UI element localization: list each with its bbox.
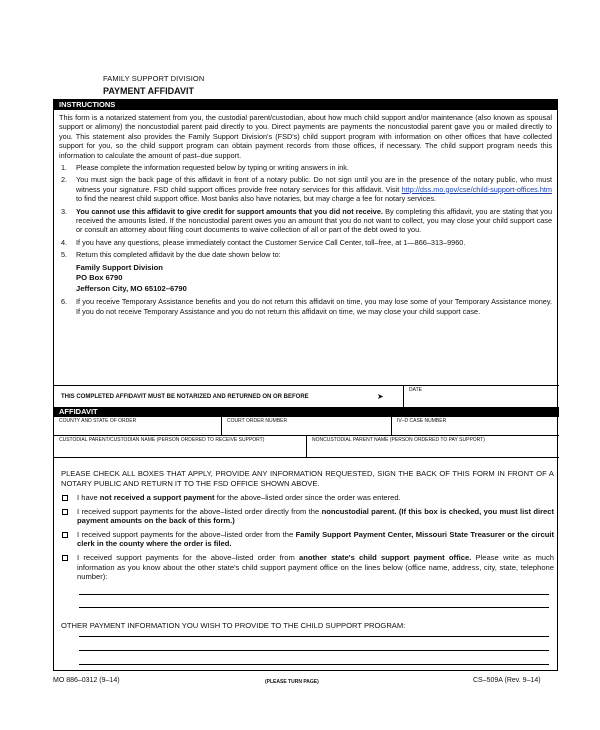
revision-number: CS–509A (Rev. 9–14) [473, 677, 541, 684]
date-field[interactable] [403, 386, 559, 408]
instructions-heading: INSTRUCTIONS [54, 100, 557, 110]
other-info-label: OTHER PAYMENT INFORMATION YOU WISH TO PROVIDE TO THE CHILD SUPPORT PROGRAM: [61, 621, 406, 630]
arrow-right-icon: ➤ [377, 392, 384, 401]
checkbox-payment-center[interactable] [62, 532, 68, 538]
order-info-row [54, 417, 559, 436]
instruction-step: 4. If you have any questions, please immediately contact the Customer Service Call Center, toll–free, at 1—866–313–9960. [61, 237, 466, 247]
parent-names-row [54, 436, 559, 458]
ivd-case-number-field[interactable]: IV–D CASE NUMBER [391, 417, 559, 435]
checkbox-item: I received support payments for the above–listed order from the Family Support Payment Center, Missouri State Treasurer or the circuit clerk in the county where the order is filed. [61, 530, 554, 549]
checkbox-not-received[interactable] [62, 495, 68, 501]
checkbox-item: I have not received a support payment for the above–listed order since the order was entered. [61, 493, 554, 503]
checkbox-item: I received support payments for the above–listed order directly from the noncustodial parent. (If this box is checked, you must list direct payment amounts on the back of this form.) [61, 507, 554, 526]
county-state-field[interactable]: COUNTY AND STATE OF ORDER [59, 418, 137, 424]
instruction-steps [54, 163, 557, 260]
division-heading: FAMILY SUPPORT DIVISION [103, 74, 205, 83]
checkbox-other-state[interactable] [62, 555, 68, 561]
checkbox-item: I received support payments for the above–listed order from another state's child support payment office. Please write as much information as you know about the other state's child support payment office on the lines below (office name, address, city, state, telephone number): [61, 553, 554, 582]
other-state-info-line[interactable] [79, 607, 549, 608]
instruction-step: 1. Please complete the information requested below by typing or writing answers in ink. [61, 163, 349, 173]
checkbox-instructions: PLEASE CHECK ALL BOXES THAT APPLY, PROVIDE ANY INFORMATION REQUESTED, SIGN THE BACK OF THIS FORM IN FRONT OF A NOTARY PUBLIC AND RETURN IT TO THE FSD OFFICE SHOWN ABOVE. [61, 469, 554, 488]
instruction-step: 3. You cannot use this affidavit to give credit for support amounts that you did not receive. By completing this affidavit, you are stating that you received the amounts listed. If the noncustodial parent owes you an amount that you do not want to collect, you may close your child support case or consult an attorney about filing court documents to waive collection of all or part of the debt owed to you. [61, 206, 552, 235]
court-order-number-field[interactable]: COURT ORDER NUMBER [221, 417, 391, 435]
custodial-parent-name-field[interactable]: CUSTODIAL PARENT/CUSTODIAN NAME (PERSON ORDERED TO RECEIVE SUPPORT) [59, 437, 265, 443]
return-address: Family Support Division PO Box 6790 Jefferson City, MO 65102–6790 [76, 262, 187, 293]
other-info-line[interactable] [79, 650, 549, 651]
other-info-line[interactable] [79, 636, 549, 637]
notarization-deadline-row [54, 385, 559, 407]
other-info-line[interactable] [79, 664, 549, 665]
notarize-label: THIS COMPLETED AFFIDAVIT MUST BE NOTARIZED AND RETURNED ON OR BEFORE [61, 394, 309, 400]
other-state-info-line[interactable] [79, 594, 549, 595]
form-frame [53, 99, 558, 671]
turn-page-note: (PLEASE TURN PAGE) [265, 679, 319, 685]
instructions-intro: This form is a notarized statement from you, the custodial parent/custodian, about how much child support and/or maintenance (also known as spousal support or alimony) the noncustodial parent paid directly to you. Direct payments are payments the noncustodial parent gave you or mailed directly to you. This statement also provides the Family Support Division's (FSD's) child support program with information on other offices that have collected support for you, so the child support program can obtain payment records from those offices, if necessary. The child support program needs this information to calculate the amount of past–due support. [59, 113, 552, 160]
instruction-step: 2. You must sign the back page of this affidavit in front of a notary public. Do not sign until you are in the presence of the notary public, who must witness your signature. FSD child support offices provide free notary services for this affidavit. Visit http://dss.mo.gov/cse/child-support-offices.htm to find the nearest child support office. Most banks also have notaries, but may charge a fee for notary services. [61, 175, 552, 204]
affidavit-heading: AFFIDAVIT [54, 407, 559, 417]
instruction-steps-cont [54, 297, 557, 316]
child-support-offices-link[interactable]: http://dss.mo.gov/cse/child-support-offices.htm [401, 184, 552, 194]
form-number: MO 886–0312 (9–14) [53, 677, 120, 684]
form-title: PAYMENT AFFIDAVIT [103, 86, 195, 96]
instruction-step: 5. Return this completed affidavit by the due date shown below to: [61, 250, 281, 260]
checkbox-list [61, 493, 554, 586]
date-label: DATE [409, 387, 422, 393]
noncustodial-parent-name-field[interactable]: NONCUSTODIAL PARENT NAME (PERSON ORDERED TO PAY SUPPORT) [306, 436, 559, 457]
instruction-step: 6. If you receive Temporary Assistance benefits and you do not return this affidavit on time, you may lose some of your Temporary Assistance money. If you do not receive Temporary Assistance and you do not return this affidavit on time, we may close your child support case. [61, 297, 552, 316]
checkbox-direct-payments[interactable] [62, 509, 68, 515]
